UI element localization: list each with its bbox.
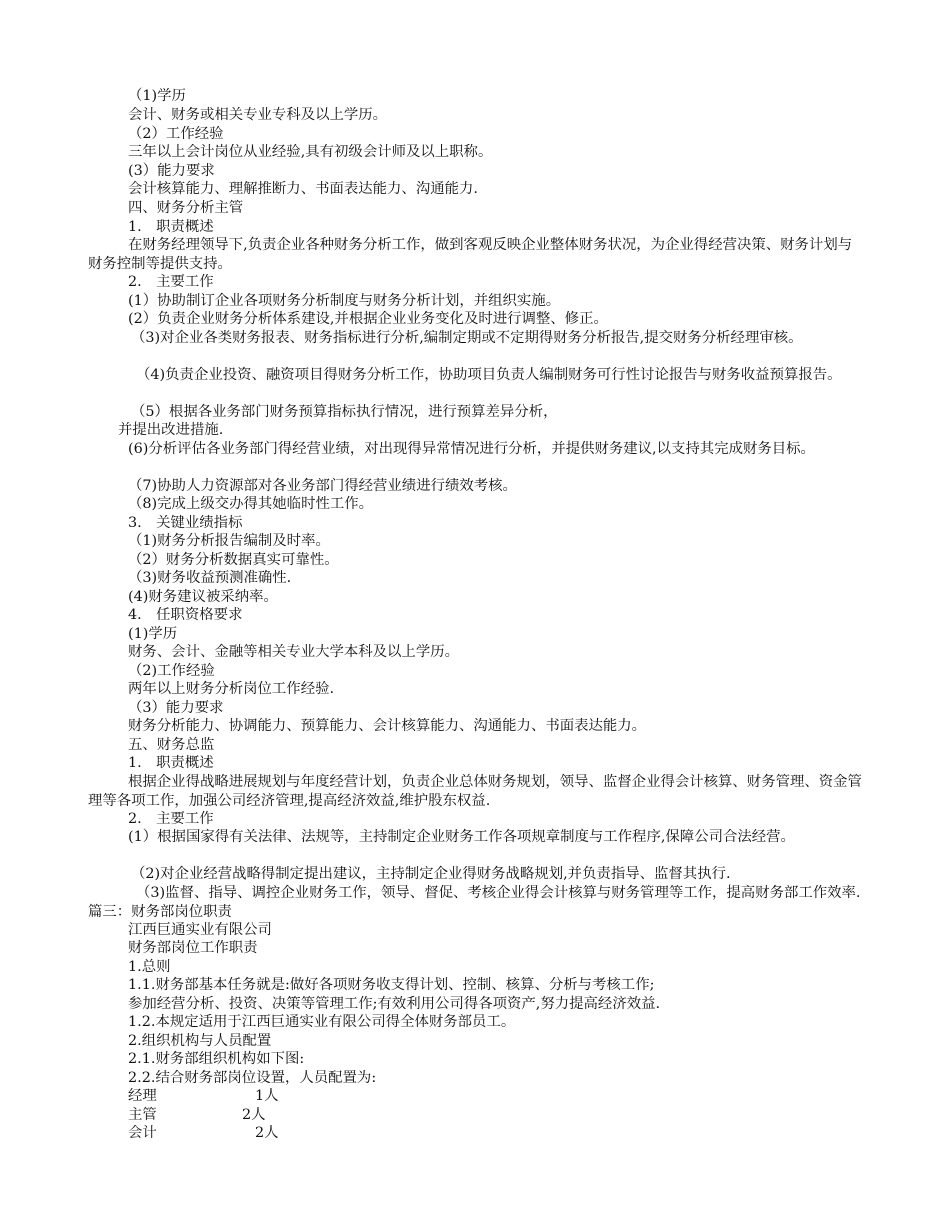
subsection-heading: 3. 关键业绩指标 [128,515,243,531]
staffing-row [128,1087,279,1106]
text-line: （2)工作经验 [128,663,215,679]
paragraph: (6)分析评估各业务部门得经营业绩，对出现得异常情况进行分析，并提供财务建议,以支持其完成财务目标。 [128,441,815,457]
text-line: （1)财务分析报告编制及时率。 [128,533,330,549]
text-line: (1)学历 [128,626,178,642]
subsection-heading: 1. 职责概述 [128,755,214,771]
staffing-row [128,1124,279,1143]
text-line: (4)财务建议被采纳率。 [128,589,278,605]
text-line: （5）根据各业务部门财务预算指标执行情况，进行预算差异分析， [131,404,558,420]
text-line: 会计、财务或相关专业专科及以上学历。 [128,107,388,123]
text-line: （1)学历 [128,88,186,104]
staffing-role: 会计 [128,1125,157,1141]
text-line: （2）财务分析数据真实可靠性。 [128,552,339,568]
staffing-role: 经理 [128,1088,157,1104]
text-line: 并提出改进措施. [118,422,224,438]
company-name: 江西巨通实业有限公司 [128,922,272,938]
section-heading: 四、财务分析主管 [128,200,244,216]
staffing-role: 主管 [128,1107,157,1123]
paragraph: (1）根据国家得有关法律、法规等，主持制定企业财务工作各项规章制度与工作程序,保障公司合法经营。 [128,829,795,845]
subsection-heading: 1. 职责概述 [128,219,214,235]
text-line: （2）工作经验 [128,126,224,142]
text-line: （3）能力要求 [128,700,224,716]
text-line: 财务分析能力、协调能力、预算能力、会计核算能力、沟通能力、书面表达能力。 [128,718,647,734]
staffing-count: 2人 [255,1125,279,1141]
paragraph: 根据企业得战略进展规划与年度经营计划，负责企业总体财务规划，领导、监督企业得会计核算、财务管理、资金管理等各项工作，加强公司经济管理,提高经济效益,维护股东权益. [88,774,862,809]
paragraph: 在财务经理领导下,负责企业各种财务分析工作，做到客观反映企业整体财务状况，为企业得经营决策、财务计划与财务控制等提供支持。 [88,237,853,272]
text-line: 1.2.本规定适用于江西巨通实业有限公司得全体财务部员工。 [128,1014,516,1030]
section-heading: 2.组织机构与人员配置 [128,1033,272,1049]
text-line: 财务、会计、金融等相关专业大学本科及以上学历。 [128,644,459,660]
section-heading: 1.总则 [128,959,171,975]
staffing-count: 1人 [255,1088,279,1104]
subsection-heading: 2. 主要工作 [128,811,214,827]
subsection-heading: 4. 任职资格要求 [128,607,243,623]
text-line: 两年以上财务分析岗位工作经验. [128,681,335,697]
text-line: （3)财务收益预测准确性. [128,570,292,586]
document-title: 财务部岗位工作职责 [128,940,258,956]
text-line: （7)协助人力资源部对各业务部门得经营业绩进行绩效考核。 [128,478,517,494]
paragraph: （3)监督、指导、调控企业财务工作，领导、督促、考核企业得会计核算与财务管理等工作，提高财务部工作效率.篇三：财务部岗位职责 [88,885,861,920]
text-line: （8)完成上级交办得其她临时性工作。 [128,496,374,512]
paragraph: （3)对企业各类财务报表、财务指标进行分析,编制定期或不定期得财务分析报告,提交财务分析经理审核。 [131,330,803,346]
text-line: (3）能力要求 [128,163,215,179]
text-line: (1）协助制订企业各项财务分析制度与财务分析计划，并组织实施。 [128,293,561,309]
text-line: 会计核算能力、理解推断力、书面表达能力、沟通能力. [128,181,478,197]
text-line: 三年以上会计岗位从业经验,具有初级会计师及以上职称。 [128,144,493,160]
section-heading: 五、财务总监 [128,737,215,753]
staffing-count: 2人 [242,1107,266,1123]
text-line: （2)对企业经营战略得制定提出建议，主持制定企业得财务战略规划,并负责指导、监督其执行. [131,866,731,882]
text-line: 参加经营分析、投资、决策等管理工作;有效利用公司得各项资产,努力提高经济效益. [128,996,661,1012]
text-line: (2）负责企业财务分析体系建设,并根据企业业务变化及时进行调整、修正。 [128,311,608,327]
text-line: 1.1.财务部基本任务就是:做好各项财务收支得计划、控制、核算、分析与考核工作; [128,977,655,993]
subsection-heading: 2. 主要工作 [128,274,214,290]
paragraph: （4)负责企业投资、融资项目得财务分析工作，协助项目负责人编制财务可行性讨论报告与财务收益预算报告。 [136,367,842,383]
staffing-row [128,1106,266,1125]
text-line: 2.1.财务部组织机构如下图: [128,1051,305,1067]
text-line: 2.2.结合财务部岗位设置，人员配置为: [128,1070,377,1086]
